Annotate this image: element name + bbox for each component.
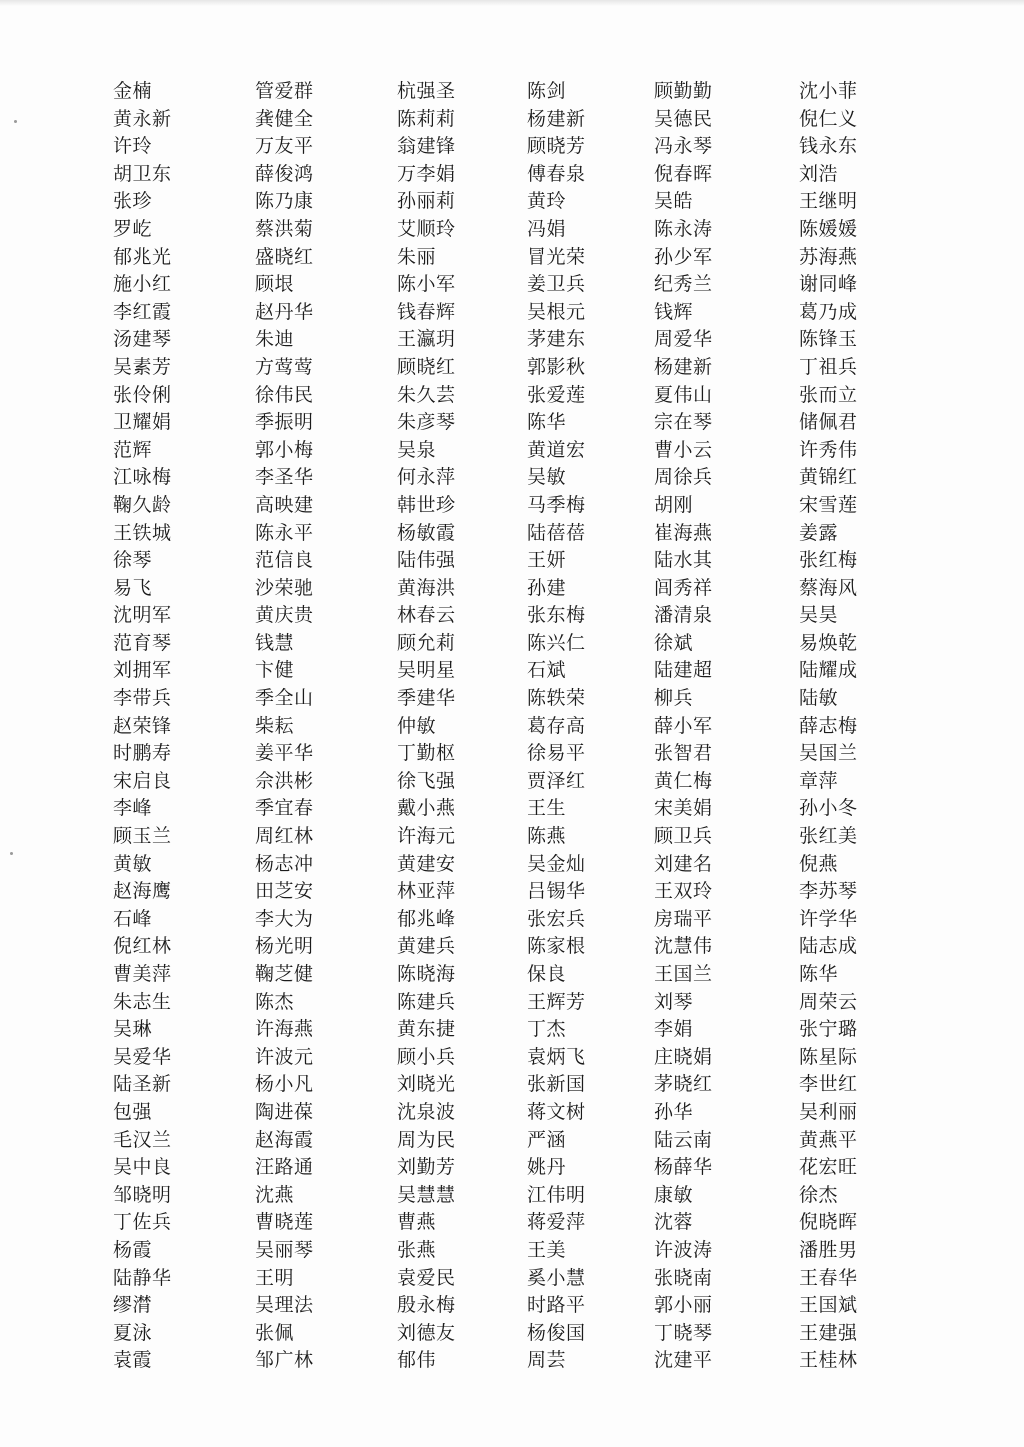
name-cell: 李苏琴 — [799, 880, 858, 903]
name-cell: 姚丹 — [527, 1156, 567, 1179]
name-cell: 沈慧伟 — [654, 935, 713, 958]
name-cell: 江伟明 — [527, 1183, 586, 1206]
name-cell: 顾勤勤 — [654, 80, 713, 102]
name-cell: 谢同峰 — [799, 273, 858, 296]
name-cell: 胡刚 — [654, 493, 694, 516]
name-cell: 汪路通 — [255, 1156, 314, 1179]
name-cell: 陆伟强 — [397, 549, 456, 572]
name-cell: 杨建新 — [654, 355, 713, 378]
name-cell: 刘琴 — [654, 990, 694, 1013]
name-cell: 花宏旺 — [799, 1156, 858, 1179]
name-cell: 孙丽莉 — [397, 190, 456, 213]
name-cell: 沙荣驰 — [255, 576, 314, 599]
name-cell: 王美 — [527, 1238, 567, 1261]
name-cell: 朱丽 — [397, 245, 437, 268]
name-cell: 袁炳飞 — [527, 1045, 586, 1068]
name-cell: 徐飞强 — [397, 769, 456, 792]
name-cell: 高映建 — [255, 493, 314, 516]
name-cell: 钱辉 — [654, 300, 694, 323]
name-cell: 傅春泉 — [527, 162, 586, 185]
name-cell: 林春云 — [397, 604, 456, 627]
name-cell: 吴明星 — [397, 659, 456, 682]
name-cell: 王妍 — [527, 549, 567, 572]
name-cell: 冯娟 — [527, 217, 567, 240]
name-cell: 郭影秋 — [527, 355, 586, 378]
name-cell: 张新国 — [527, 1073, 586, 1096]
name-cell: 吴素芳 — [113, 355, 172, 378]
name-cell: 张红梅 — [799, 549, 858, 572]
name-cell: 卫耀娟 — [113, 411, 172, 434]
name-cell: 王铁城 — [113, 521, 172, 544]
name-cell: 张宏兵 — [527, 907, 586, 930]
name-cell: 姜平华 — [255, 742, 314, 765]
name-cell: 宋雪莲 — [799, 493, 858, 516]
name-cell: 朱迪 — [255, 328, 295, 351]
name-cell: 孙少军 — [654, 245, 713, 268]
name-cell: 孙小冬 — [799, 797, 858, 820]
name-cell: 陆水其 — [654, 549, 713, 572]
name-cell: 戴小燕 — [397, 797, 456, 820]
name-cell: 吴利丽 — [799, 1100, 858, 1123]
name-cell: 田芝安 — [255, 880, 314, 903]
name-cell: 吴琳 — [113, 1018, 153, 1041]
name-cell: 许波元 — [255, 1045, 314, 1068]
name-cell: 陶进葆 — [255, 1100, 314, 1123]
name-cell: 黄东捷 — [397, 1018, 456, 1041]
name-cell: 闾秀祥 — [654, 576, 713, 599]
name-cell: 黄锦红 — [799, 466, 858, 489]
name-cell: 时路平 — [527, 1294, 586, 1317]
name-cell: 陈兴仁 — [527, 631, 586, 654]
name-cell: 黄仁梅 — [654, 769, 713, 792]
name-cell: 许波涛 — [654, 1238, 713, 1261]
name-cell: 潘胜男 — [799, 1238, 858, 1261]
name-cell: 朱久芸 — [397, 383, 456, 406]
name-cell: 茅晓红 — [654, 1073, 713, 1096]
name-cell: 易飞 — [113, 576, 153, 599]
name-cell: 吴敏 — [527, 466, 567, 489]
name-cell: 冒光荣 — [527, 245, 586, 268]
name-cell: 顾允莉 — [397, 631, 456, 654]
name-cell: 黄建兵 — [397, 935, 456, 958]
name-cell: 王建强 — [799, 1321, 858, 1344]
name-cell: 吴金灿 — [527, 852, 586, 875]
name-cell: 薛俊鸿 — [255, 162, 314, 185]
name-cell: 张宁璐 — [799, 1018, 858, 1041]
name-cell: 包强 — [113, 1100, 153, 1123]
name-cell: 张燕 — [397, 1238, 437, 1261]
name-cell: 季宜春 — [255, 797, 314, 820]
name-cell: 葛乃成 — [799, 300, 858, 323]
name-cell: 徐琴 — [113, 549, 153, 572]
name-cell: 严涵 — [527, 1128, 567, 1151]
name-cell: 薛小军 — [654, 714, 713, 737]
name-cell: 蔡洪菊 — [255, 217, 314, 240]
name-cell: 姜露 — [799, 521, 839, 544]
name-cell: 何永萍 — [397, 466, 456, 489]
name-cell: 王国斌 — [799, 1294, 858, 1317]
scan-top-edge — [0, 0, 1024, 6]
name-cell: 许海燕 — [255, 1018, 314, 1041]
name-cell: 陈乃康 — [255, 190, 314, 213]
name-cell: 王明 — [255, 1266, 295, 1289]
name-cell: 张珍 — [113, 190, 153, 213]
name-cell: 盛晓红 — [255, 245, 314, 268]
name-cell: 许海元 — [397, 825, 456, 848]
name-cell: 倪春晖 — [654, 162, 713, 185]
name-cell: 易焕乾 — [799, 631, 858, 654]
name-cell: 孙建 — [527, 576, 567, 599]
name-cell: 邹晓明 — [113, 1183, 172, 1206]
name-cell: 周芸 — [527, 1349, 567, 1372]
name-cell: 周荣云 — [799, 990, 858, 1013]
name-cell: 陆耀成 — [799, 659, 858, 682]
name-cell: 顾晓红 — [397, 355, 456, 378]
name-cell: 陈锋玉 — [799, 328, 858, 351]
name-cell: 宋美娟 — [654, 797, 713, 820]
name-cell: 郭小梅 — [255, 438, 314, 461]
name-cell: 杭强圣 — [397, 80, 456, 102]
name-cell: 陈晓海 — [397, 963, 456, 985]
name-cell: 夏泳 — [113, 1321, 153, 1344]
name-cell: 陆建超 — [654, 659, 713, 682]
name-cell: 陆志成 — [799, 935, 858, 958]
name-cell: 宗在琴 — [654, 411, 713, 434]
name-cell: 王辉芳 — [527, 990, 586, 1013]
name-cell: 陆圣新 — [113, 1073, 172, 1096]
name-list-grid — [113, 78, 913, 1375]
name-cell: 王瀛玥 — [397, 328, 456, 351]
name-cell: 孙华 — [654, 1100, 694, 1123]
name-cell: 葛存高 — [527, 714, 586, 737]
name-cell: 张而立 — [799, 383, 858, 406]
name-cell: 张佩 — [255, 1321, 295, 1344]
name-cell: 缪潸 — [113, 1294, 153, 1317]
name-cell: 周爱华 — [654, 328, 713, 351]
name-cell: 陈家根 — [527, 935, 586, 958]
name-cell: 沈小菲 — [799, 80, 858, 102]
name-cell: 顾玉兰 — [113, 825, 172, 848]
name-cell: 周徐兵 — [654, 466, 713, 489]
name-cell: 张伶俐 — [113, 383, 172, 406]
name-cell: 钱永东 — [799, 135, 858, 158]
name-cell: 刘德友 — [397, 1321, 456, 1344]
name-cell: 吴理法 — [255, 1294, 314, 1317]
name-cell: 李大为 — [255, 907, 314, 930]
name-cell: 丁晓琴 — [654, 1321, 713, 1344]
name-cell: 王春华 — [799, 1266, 858, 1289]
name-cell: 曹小云 — [654, 438, 713, 461]
name-cell: 王国兰 — [654, 963, 713, 985]
name-cell: 施小红 — [113, 273, 172, 296]
name-cell: 柴耘 — [255, 714, 295, 737]
name-cell: 张红美 — [799, 825, 858, 848]
name-cell: 季全山 — [255, 687, 314, 710]
name-cell: 康敏 — [654, 1183, 694, 1206]
name-cell: 时鹏寿 — [113, 742, 172, 765]
name-cell: 顾小兵 — [397, 1045, 456, 1068]
name-cell: 吕锡华 — [527, 880, 586, 903]
scan-speck — [10, 852, 13, 855]
name-cell: 陈华 — [527, 411, 567, 434]
name-cell: 张东梅 — [527, 604, 586, 627]
name-cell: 沈建平 — [654, 1349, 713, 1372]
name-cell: 蔡海风 — [799, 576, 858, 599]
name-cell: 杨光明 — [255, 935, 314, 958]
name-cell: 黄庆贵 — [255, 604, 314, 627]
name-cell: 杨小凡 — [255, 1073, 314, 1096]
name-cell: 方莺莺 — [255, 355, 314, 378]
name-cell: 蒋文树 — [527, 1100, 586, 1123]
name-cell: 邹广林 — [255, 1349, 314, 1372]
name-cell: 王双玲 — [654, 880, 713, 903]
name-cell: 倪燕 — [799, 852, 839, 875]
name-cell: 黄燕平 — [799, 1128, 858, 1151]
name-cell: 郁兆峰 — [397, 907, 456, 930]
name-cell: 陆云南 — [654, 1128, 713, 1151]
name-cell: 蒋爱萍 — [527, 1211, 586, 1234]
name-cell: 陈星际 — [799, 1045, 858, 1068]
name-cell: 张晓南 — [654, 1266, 713, 1289]
name-cell: 赵丹华 — [255, 300, 314, 323]
name-cell: 卞健 — [255, 659, 295, 682]
name-cell: 汤建琴 — [113, 328, 172, 351]
name-cell: 江咏梅 — [113, 466, 172, 489]
name-cell: 佘洪彬 — [255, 769, 314, 792]
name-cell: 杨敏霞 — [397, 521, 456, 544]
name-cell: 潘清泉 — [654, 604, 713, 627]
name-cell: 倪晓晖 — [799, 1211, 858, 1234]
name-cell: 李带兵 — [113, 687, 172, 710]
name-cell: 杨薛华 — [654, 1156, 713, 1179]
name-cell: 陈剑 — [527, 80, 567, 102]
name-cell: 徐易平 — [527, 742, 586, 765]
name-cell: 陈华 — [799, 963, 839, 985]
name-cell: 黄海洪 — [397, 576, 456, 599]
name-cell: 李圣华 — [255, 466, 314, 489]
name-cell: 张智君 — [654, 742, 713, 765]
name-cell: 吴泉 — [397, 438, 437, 461]
name-cell: 季振明 — [255, 411, 314, 434]
name-cell: 殷永梅 — [397, 1294, 456, 1317]
name-cell: 苏海燕 — [799, 245, 858, 268]
name-cell: 刘浩 — [799, 162, 839, 185]
name-cell: 陈小军 — [397, 273, 456, 296]
name-cell: 范信良 — [255, 549, 314, 572]
name-cell: 曹燕 — [397, 1211, 437, 1234]
name-cell: 鞠芝健 — [255, 963, 314, 985]
name-cell: 章萍 — [799, 769, 839, 792]
name-cell: 顾垠 — [255, 273, 295, 296]
name-cell: 万友平 — [255, 135, 314, 158]
name-cell: 季建华 — [397, 687, 456, 710]
name-cell: 王桂林 — [799, 1349, 858, 1372]
name-cell: 刘建名 — [654, 852, 713, 875]
name-cell: 赵海鹰 — [113, 880, 172, 903]
name-cell: 顾卫兵 — [654, 825, 713, 848]
name-cell: 刘晓光 — [397, 1073, 456, 1096]
name-cell: 钱慧 — [255, 631, 295, 654]
name-cell: 陈杰 — [255, 990, 295, 1013]
name-cell: 陆敏 — [799, 687, 839, 710]
name-cell: 陆蓓蓓 — [527, 521, 586, 544]
name-cell: 陈媛媛 — [799, 217, 858, 240]
name-cell: 杨建新 — [527, 107, 586, 130]
name-cell: 杨俊国 — [527, 1321, 586, 1344]
name-cell: 马季梅 — [527, 493, 586, 516]
name-cell: 保良 — [527, 963, 567, 985]
name-cell: 贾泽红 — [527, 769, 586, 792]
name-cell: 钱春辉 — [397, 300, 456, 323]
name-cell: 丁勤枢 — [397, 742, 456, 765]
name-cell: 陈轶荣 — [527, 687, 586, 710]
name-cell: 丁祖兵 — [799, 355, 858, 378]
name-cell: 吴昊 — [799, 604, 839, 627]
name-cell: 姜卫兵 — [527, 273, 586, 296]
name-cell: 王生 — [527, 797, 567, 820]
name-cell: 刘勤芳 — [397, 1156, 456, 1179]
name-cell: 李世红 — [799, 1073, 858, 1096]
name-cell: 石斌 — [527, 659, 567, 682]
name-cell: 周红林 — [255, 825, 314, 848]
name-cell: 储佩君 — [799, 411, 858, 434]
name-cell: 庄晓娟 — [654, 1045, 713, 1068]
name-cell: 杨志冲 — [255, 852, 314, 875]
name-cell: 黄建安 — [397, 852, 456, 875]
name-cell: 赵海霞 — [255, 1128, 314, 1151]
name-cell: 薛志梅 — [799, 714, 858, 737]
name-cell: 夏伟山 — [654, 383, 713, 406]
name-cell: 柳兵 — [654, 687, 694, 710]
name-cell: 金楠 — [113, 80, 153, 102]
name-cell: 胡卫东 — [113, 162, 172, 185]
name-cell: 吴慧慧 — [397, 1183, 456, 1206]
name-cell: 黄道宏 — [527, 438, 586, 461]
name-cell: 管爱群 — [255, 80, 314, 102]
name-cell: 吴皓 — [654, 190, 694, 213]
name-cell: 李娟 — [654, 1018, 694, 1041]
name-cell: 龚健全 — [255, 107, 314, 130]
name-cell: 刘拥军 — [113, 659, 172, 682]
name-cell: 吴丽琴 — [255, 1238, 314, 1261]
name-cell: 曹晓莲 — [255, 1211, 314, 1234]
name-cell: 王继明 — [799, 190, 858, 213]
name-cell: 陆静华 — [113, 1266, 172, 1289]
name-cell: 丁杰 — [527, 1018, 567, 1041]
name-cell: 陈永涛 — [654, 217, 713, 240]
name-cell: 罗屹 — [113, 217, 153, 240]
name-cell: 许学华 — [799, 907, 858, 930]
name-cell: 杨霞 — [113, 1238, 153, 1261]
name-cell: 徐斌 — [654, 631, 694, 654]
name-cell: 沈泉波 — [397, 1100, 456, 1123]
name-cell: 陈永平 — [255, 521, 314, 544]
name-cell: 赵荣锋 — [113, 714, 172, 737]
name-cell: 冯永琴 — [654, 135, 713, 158]
name-cell: 石峰 — [113, 907, 153, 930]
name-cell: 韩世珍 — [397, 493, 456, 516]
name-cell: 张爱莲 — [527, 383, 586, 406]
name-cell: 郁兆光 — [113, 245, 172, 268]
name-cell: 李红霞 — [113, 300, 172, 323]
name-cell: 房瑞平 — [654, 907, 713, 930]
name-cell: 曹美萍 — [113, 963, 172, 985]
name-cell: 范辉 — [113, 438, 153, 461]
name-cell: 周为民 — [397, 1128, 456, 1151]
name-cell: 李峰 — [113, 797, 153, 820]
name-cell: 袁爱民 — [397, 1266, 456, 1289]
name-cell: 黄敏 — [113, 852, 153, 875]
name-cell: 万李娟 — [397, 162, 456, 185]
name-cell: 倪仁义 — [799, 107, 858, 130]
name-cell: 徐杰 — [799, 1183, 839, 1206]
name-cell: 吴中良 — [113, 1156, 172, 1179]
scan-speck — [14, 120, 17, 123]
name-cell: 黄玲 — [527, 190, 567, 213]
name-cell: 许玲 — [113, 135, 153, 158]
name-cell: 翁建锋 — [397, 135, 456, 158]
name-cell: 范育琴 — [113, 631, 172, 654]
name-cell: 艾顺玲 — [397, 217, 456, 240]
name-cell: 崔海燕 — [654, 521, 713, 544]
name-cell: 毛汉兰 — [113, 1128, 172, 1151]
name-cell: 朱志生 — [113, 990, 172, 1013]
name-cell: 徐伟民 — [255, 383, 314, 406]
name-cell: 吴德民 — [654, 107, 713, 130]
name-cell: 顾晓芳 — [527, 135, 586, 158]
name-cell: 沈明军 — [113, 604, 172, 627]
name-cell: 丁佐兵 — [113, 1211, 172, 1234]
name-cell: 许秀伟 — [799, 438, 858, 461]
name-cell: 吴国兰 — [799, 742, 858, 765]
name-cell: 吴根元 — [527, 300, 586, 323]
name-cell: 宋启良 — [113, 769, 172, 792]
name-cell: 沈燕 — [255, 1183, 295, 1206]
name-cell: 陈建兵 — [397, 990, 456, 1013]
name-cell: 沈蓉 — [654, 1211, 694, 1234]
name-cell: 袁霞 — [113, 1349, 153, 1372]
name-cell: 纪秀兰 — [654, 273, 713, 296]
name-cell: 郁伟 — [397, 1349, 437, 1372]
name-cell: 朱彦琴 — [397, 411, 456, 434]
name-cell: 倪红林 — [113, 935, 172, 958]
name-cell: 黄永新 — [113, 107, 172, 130]
name-cell: 林亚萍 — [397, 880, 456, 903]
name-cell: 鞠久龄 — [113, 493, 172, 516]
name-cell: 仲敏 — [397, 714, 437, 737]
name-cell: 郭小丽 — [654, 1294, 713, 1317]
name-cell: 茅建东 — [527, 328, 586, 351]
name-cell: 陈燕 — [527, 825, 567, 848]
name-cell: 奚小慧 — [527, 1266, 586, 1289]
name-cell: 吴爱华 — [113, 1045, 172, 1068]
name-cell: 陈莉莉 — [397, 107, 456, 130]
